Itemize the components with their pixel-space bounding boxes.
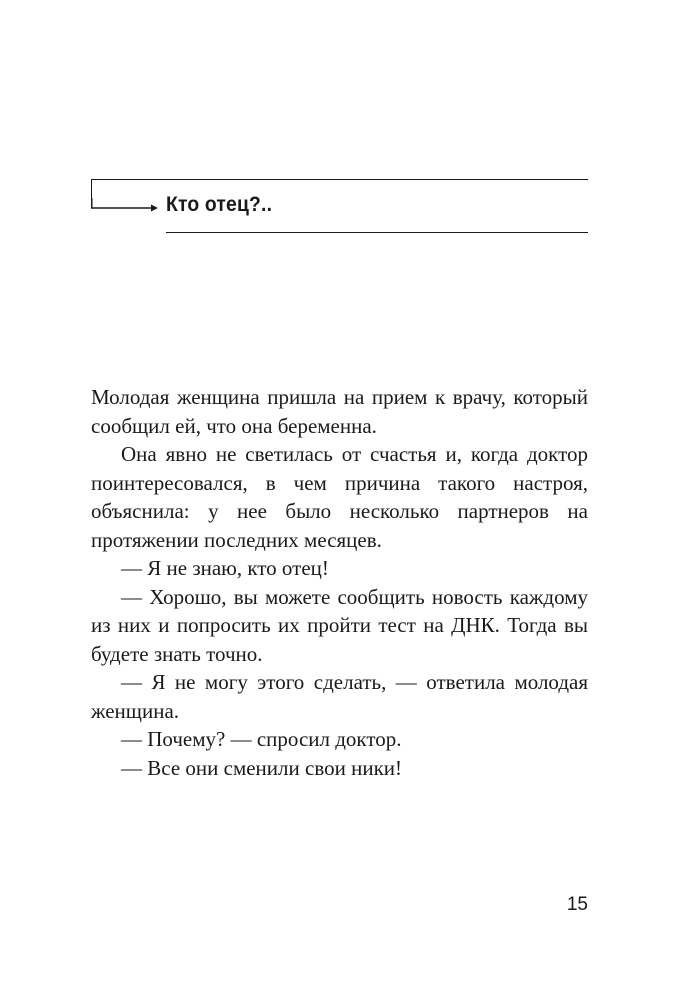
dialogue-line: — Я не знаю, кто отец! (121, 556, 329, 580)
dialogue-line: — Я не могу этого сделать, — ответила молодая женщина. (91, 670, 588, 723)
story-body (91, 383, 588, 782)
chapter-title: Кто отец?.. (166, 193, 273, 216)
paragraph-explanation: Она явно не светилась от счастья и, когда доктор поинтересовался, в чем причина такого настроя, объяснила: у нее было несколько партнеров на протяжении последних месяцев. (91, 442, 588, 552)
dialogue-line: — Хорошо, вы можете сообщить новость каждому из них и попросить их пройти тест на ДНК. Тогда вы будете знать точно. (91, 584, 588, 666)
dialogue-line: — Почему? — спросил доктор. (121, 727, 402, 751)
dialogue-line: — Все они сменили свои ники! (121, 755, 402, 780)
page-number: 15 (566, 894, 588, 915)
chapter-title-rule (166, 232, 588, 233)
paragraph-intro: Молодая женщина пришла на прием к врачу, который сообщил ей, что она беременна. (91, 385, 588, 438)
